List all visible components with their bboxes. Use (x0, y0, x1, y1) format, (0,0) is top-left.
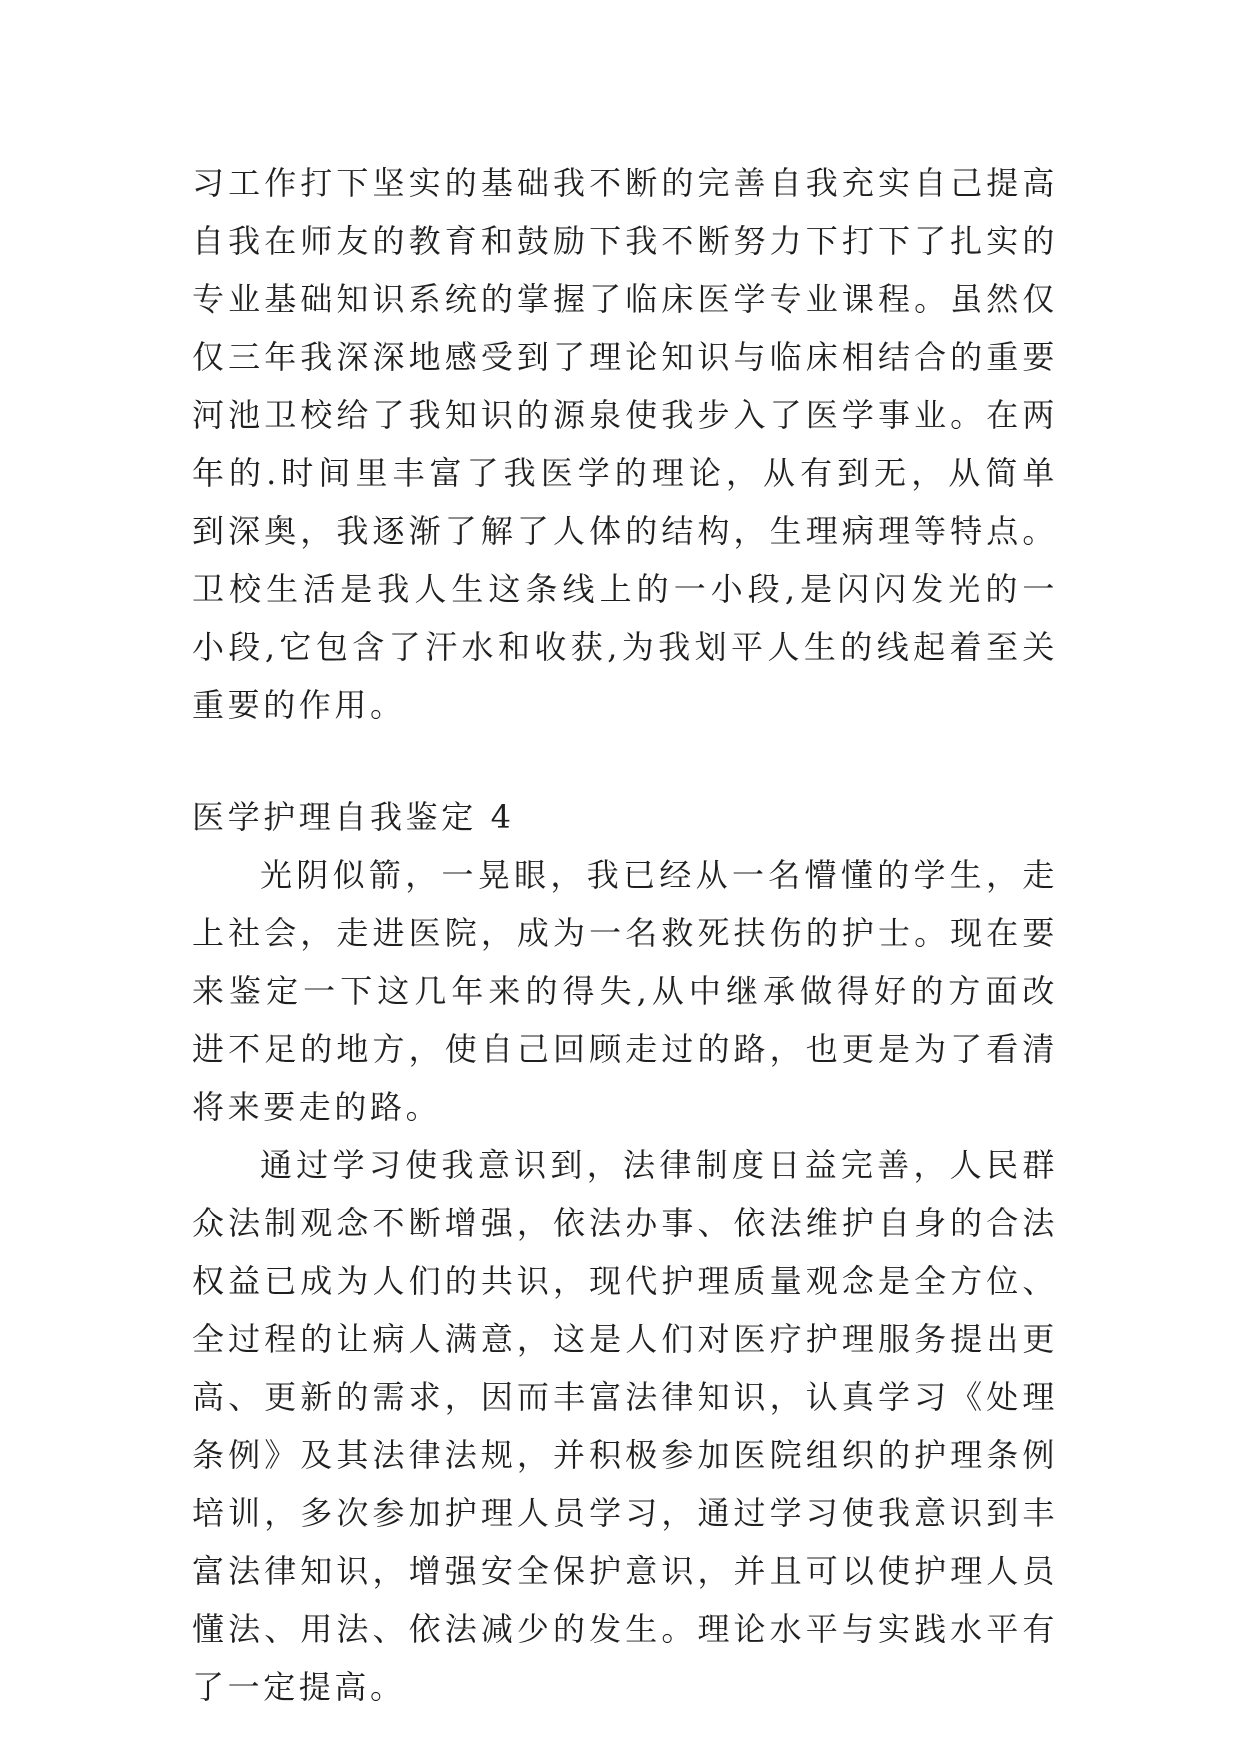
body-paragraph-continued: 习工作打下坚实的基础我不断的完善自我充实自己提高自我在师友的教育和鼓励下我不断努力下打下了扎实的专业基础知识系统的掌握了临床医学专业课程。虽然仅仅三年我深深地感受到了理论知识与临床相结合的重要河池卫校给了我知识的源泉使我步入了医学事业。在两年的.时间里丰富了我医学的理论，从有到无，从简单到深奥，我逐渐了解了人体的结构，生理病理等特点。卫校生活是我人生这条线上的一小段,是闪闪发光的一小段,它包含了汗水和收获,为我划平人生的线起着至关重要的作用。 (192, 164, 1058, 724)
document-page (192, 154, 1058, 1716)
body-paragraph: 通过学习使我意识到，法律制度日益完善，人民群众法制观念不断增强，依法办事、依法维护自身的合法权益已成为人们的共识，现代护理质量观念是全方位、全过程的让病人满意，这是人们对医疗护理服务提出更高、更新的需求，因而丰富法律知识，认真学习《处理条例》及其法律法规，并积极参加医院组织的护理条例培训，多次参加护理人员学习，通过学习使我意识到丰富法律知识，增强安全保护意识，并且可以使护理人员懂法、用法、依法减少的发生。理论水平与实践水平有了一定提高。 (192, 1146, 1058, 1706)
section-title: 医学护理自我鉴定 4 (192, 798, 515, 836)
body-paragraph: 光阴似箭，一晃眼，我已经从一名懵懂的学生，走上社会，走进医院，成为一名救死扶伤的护士。现在要来鉴定一下这几年来的得失,从中继承做得好的方面改进不足的地方，使自己回顾走过的路，也更是为了看清将来要走的路。 (192, 856, 1058, 1126)
